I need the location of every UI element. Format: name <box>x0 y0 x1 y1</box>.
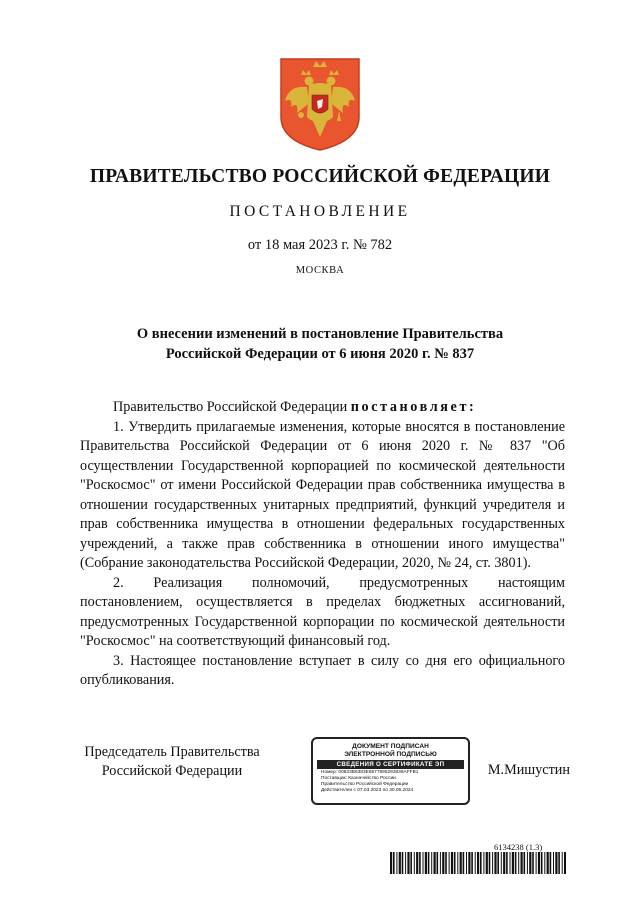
barcode-stripe <box>529 852 531 874</box>
barcode-stripe <box>414 852 415 874</box>
document-city: МОСКВА <box>295 265 345 276</box>
barcode-stripe <box>399 852 401 874</box>
barcode-stripe <box>518 852 519 874</box>
barcode-stripe <box>512 852 514 874</box>
subject-line-1: О внесении изменений в постановление Правительства <box>136 326 504 342</box>
document-type: ПОСТАНОВЛЕНИЕ <box>229 203 411 220</box>
barcode-stripe <box>428 852 430 874</box>
stamp-issuer-2: Правительство Российской Федерации <box>321 782 409 787</box>
barcode-stripe <box>423 852 424 874</box>
signatory-name: М.Мишустин <box>487 762 570 778</box>
barcode-stripe <box>405 852 406 874</box>
barcode-stripe <box>449 852 450 874</box>
barcode-stripe <box>407 852 409 874</box>
barcode-stripe <box>471 852 473 874</box>
intro-text: Правительство Российской Федерации <box>113 399 351 415</box>
barcode-stripe <box>515 852 517 874</box>
document-subject <box>80 324 560 364</box>
barcode-stripe <box>445 852 447 874</box>
barcode-stripe <box>536 852 537 874</box>
barcode-stripe <box>437 852 439 874</box>
stamp-banner: СВЕДЕНИЯ О СЕРТИФИКАТЕ ЭП <box>317 760 464 769</box>
government-title: ПРАВИТЕЛЬСТВО РОССИЙСКОЙ ФЕДЕРАЦИИ <box>89 166 551 187</box>
barcode-stripe <box>501 852 502 874</box>
stamp-issuer-1: Поставщик: Казначейство России <box>321 776 396 781</box>
stamp-line-2: ЭЛЕКТРОННОЙ ПОДПИСЬЮ <box>344 750 437 758</box>
barcode-stripe <box>510 852 511 874</box>
barcode-stripe <box>483 852 484 874</box>
russian-coat-of-arms-icon <box>279 57 361 152</box>
barcode-icon <box>390 852 566 874</box>
barcode-stripe <box>541 852 543 874</box>
barcode-stripe <box>463 852 465 874</box>
paragraph-1: 1. Утвердить прилагаемые изменения, которые вносятся в постановление Правительства Российской Федерации от 6 июня 2020 г. № 837 "Об осуществлении Государственной корпорацией по космической деятельности "Роскосмос" от имени Российской Федерации прав собственника имущества в отношении государственных унитарных предприятий, функций учредителя и прав собственника имущества в отношении федеральных государственных учреждений, а также прав собственника в отношении иного имущества" (Собрание законодательства Российской Федерации, 2020, № 24, ст. 3801). <box>80 418 565 571</box>
barcode-stripe <box>489 852 491 874</box>
barcode-stripe <box>393 852 395 874</box>
barcode-stripe <box>486 852 488 874</box>
barcode-stripe <box>503 852 505 874</box>
barcode-stripe <box>390 852 392 874</box>
barcode-stripe <box>468 852 470 874</box>
barcode-stripe <box>396 852 397 874</box>
barcode-stripe <box>477 852 479 874</box>
barcode-stripe <box>402 852 404 874</box>
barcode-stripe <box>497 852 499 874</box>
barcode-stripe <box>562 852 563 874</box>
barcode-stripe <box>521 852 523 874</box>
electronic-signature-stamp <box>311 737 470 805</box>
intro-resolves: постановляет: <box>350 399 477 415</box>
barcode-stripe <box>442 852 444 874</box>
barcode-stripe <box>544 852 545 874</box>
barcode-stripe <box>440 852 441 874</box>
barcode-stripe <box>506 852 508 874</box>
barcode-stripe <box>475 852 476 874</box>
document-body <box>80 398 565 691</box>
barcode-label: 6134238 (1.3) <box>494 842 543 852</box>
stamp-validity: Действителен с 07.03.2023 по 30.05.2024 <box>321 788 414 793</box>
barcode-stripe <box>553 852 554 874</box>
barcode-stripe <box>492 852 493 874</box>
paragraph-3: 3. Настоящее постановление вступает в силу со дня его официального опубликования. <box>80 652 565 688</box>
paragraph-2: 2. Реализация полномочий, предусмотренных настоящим постановлением, осуществляется в пределах бюджетных ассигнований, предусмотренных Государственной корпорации по космической деятельности "Роскосмос" на соответствующий финансовый год. <box>80 574 565 649</box>
barcode-stripe <box>564 852 566 874</box>
position-line-1: Председатель Правительства <box>84 744 260 760</box>
barcode-stripe <box>466 852 467 874</box>
subject-line-2: Российской Федерации от 6 июня 2020 г. № 837 <box>165 346 475 362</box>
barcode-stripe <box>538 852 540 874</box>
barcode-stripe <box>555 852 557 874</box>
barcode-stripe <box>451 852 453 874</box>
barcode-stripe <box>425 852 427 874</box>
barcode-stripe <box>480 852 482 874</box>
barcode-stripe <box>460 852 462 874</box>
intro-paragraph <box>80 398 565 418</box>
barcode-stripe <box>410 852 412 874</box>
barcode-stripe <box>419 852 421 874</box>
barcode-stripe <box>416 852 418 874</box>
barcode-stripe <box>454 852 456 874</box>
barcode-stripe <box>550 852 552 874</box>
signatory-position <box>78 743 266 781</box>
barcode-stripe <box>434 852 436 874</box>
barcode-stripe <box>457 852 458 874</box>
document-date-number: от 18 мая 2023 г. № 782 <box>247 237 393 253</box>
barcode-stripe <box>532 852 534 874</box>
stamp-serial: Номер: 00833B6383E6577995293838AFFB1 <box>321 770 419 775</box>
barcode-stripe <box>558 852 560 874</box>
position-line-2: Российской Федерации <box>101 763 243 779</box>
barcode-stripe <box>524 852 526 874</box>
stamp-line-1: ДОКУМЕНТ ПОДПИСАН <box>352 743 429 750</box>
barcode-stripe <box>494 852 496 874</box>
barcode-stripe <box>547 852 549 874</box>
barcode-stripe <box>431 852 432 874</box>
barcode-stripe <box>527 852 528 874</box>
